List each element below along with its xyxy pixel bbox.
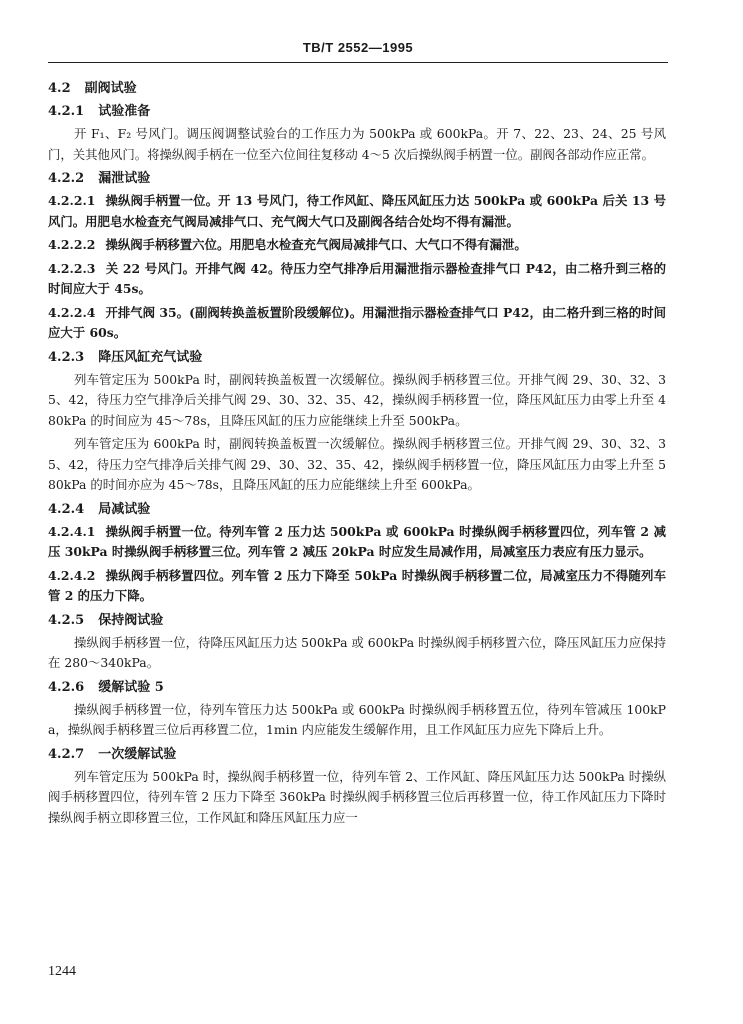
section-title: 局减试验 [98, 501, 151, 517]
clause-text: 操纵阀手柄移置六位。用肥皂水检查充气阀局减排气口、大气口不得有漏泄。 [105, 237, 527, 252]
section-number: 4.2.3 [48, 349, 85, 365]
clause-number: 4.2.4.2 [48, 567, 96, 583]
section-title: 保持阀试验 [98, 612, 164, 628]
section-title: 降压风缸充气试验 [98, 349, 203, 365]
clause-text: 关 22 号风门。开排气阀 42。待压力空气排净后用漏泄指示器检查排气口 P42，由二格升到三格的时间应大于 45s。 [48, 260, 666, 296]
clause-text: 操纵阀手柄置一位。开 13 号风门，待工作风缸、降压风缸压力达 500kPa 或 600kPa 后关 13 号风门。用肥皂水检查充气阀局减排气口、充气阀大气口及副阀各结合处均不得有漏泄。 [48, 193, 666, 229]
numbered-paragraph [48, 522, 666, 563]
section-number: 4.2.7 [48, 746, 85, 762]
clause-text: 操纵阀手柄移置四位。列车管 2 压力下降至 50kPa 时操纵阀手柄移置二位，局减室压力不得随列车管 2 的压力下降。 [48, 567, 666, 603]
section-number: 4.2.5 [48, 612, 85, 628]
body-paragraph: 开 F₁、F₂ 号风门。调压阀调整试验台的工作压力为 500kPa 或 600kPa。开 7、22、23、24、25 号风门，关其他风门。将操纵阀手柄在一位至六位间往复移动 4～5 次后操纵阀手柄置一位。副阀各部动作应正常。 [48, 126, 666, 162]
header-divider [48, 62, 668, 63]
numbered-paragraph [48, 259, 666, 300]
clause-number: 4.2.4.1 [48, 523, 96, 539]
section-heading [48, 168, 666, 189]
numbered-paragraph [48, 566, 666, 607]
section-number: 4.2.4 [48, 501, 85, 517]
section-title: 副阀试验 [84, 81, 137, 96]
body-paragraph: 操纵阀手柄移置一位，待列车管压力达 500kPa 或 600kPa 时操纵阀手柄移置五位，待列车管减压 100kPa，操纵阀手柄移置三位后再移置二位，1min 内应能发生缓解作用，且工作风缸压力应先下降后上升。 [48, 701, 666, 737]
section-title: 一次缓解试验 [98, 746, 177, 762]
section-title: 缓解试验 5 [98, 679, 164, 695]
section-number: 4.2 [48, 81, 71, 96]
page-number: 1244 [48, 964, 76, 979]
section-title: 试验准备 [98, 104, 151, 119]
numbered-paragraph [48, 303, 666, 344]
section-heading [48, 101, 666, 122]
section-heading [48, 78, 666, 99]
section-heading [48, 499, 666, 520]
section-number: 4.2.6 [48, 679, 85, 695]
clause-number: 4.2.2.1 [48, 193, 96, 208]
section-heading [48, 347, 666, 368]
section-number: 4.2.2 [48, 171, 85, 186]
body-paragraph: 列车管定压为 500kPa 时，副阀转换盖板置一次缓解位。操纵阀手柄移置三位。开排气阀 29、30、32、35、42，待压力空气排净后关排气阀 29、30、32、35、42，操纵阀手柄移置一位，降压风缸压力由零上升至 480kPa 的时间应为 45～78s，且降压风缸的压力应能继续上升至 500kPa。 [48, 371, 666, 428]
numbered-paragraph [48, 235, 666, 256]
clause-text: 开排气阀 35。(副阀转换盖板置阶段缓解位)。用漏泄指示器检查排气口 P42，由二格升到三格的时间应大于 60s。 [48, 304, 666, 340]
body-paragraph: 操纵阀手柄移置一位，待降压风缸压力达 500kPa 或 600kPa 时操纵阀手柄移置六位，降压风缸压力应保持在 280～340kPa。 [48, 634, 666, 670]
clause-number: 4.2.2.3 [48, 260, 96, 276]
body-paragraph: 列车管定压为 600kPa 时，副阀转换盖板置一次缓解位。操纵阀手柄移置三位。开排气阀 29、30、32、35、42，待压力空气排净后关排气阀 29、30、32、35、42，操纵阀手柄移置一位，降压风缸压力由零上升至 580kPa 的时间亦应为 45～78s，且降压风缸的压力应能继续上升至 600kPa。 [48, 436, 666, 492]
section-heading [48, 677, 666, 698]
clause-number: 4.2.2.2 [48, 237, 96, 252]
section-heading [48, 610, 666, 631]
section-number: 4.2.1 [48, 104, 85, 119]
clause-text: 操纵阀手柄置一位。待列车管 2 压力达 500kPa 或 600kPa 时操纵阀手柄移置四位，列车管 2 减压 30kPa 时操纵阀手柄移置三位。列车管 2 减压 20kPa 时应发生局减作用，局减室压力表应有压力显示。 [48, 523, 666, 559]
section-title: 漏泄试验 [98, 171, 151, 186]
body-paragraph: 列车管定压为 500kPa 时，操纵阀手柄移置一位，待列车管 2、工作风缸、降压风缸压力达 500kPa 时操纵阀手柄移置四位，待列车管 2 压力下降至 360kPa 时操纵阀手柄移置三位后再移置一位，待工作风缸压力下降时操纵阀手柄立即移置三位，工作风缸和降压风缸压力应一 [48, 768, 666, 825]
numbered-paragraph [48, 191, 666, 232]
page-header-standard: TB/T 2552—1995 [302, 40, 414, 55]
document-body [48, 78, 666, 831]
clause-number: 4.2.2.4 [48, 304, 96, 320]
section-heading [48, 744, 666, 765]
